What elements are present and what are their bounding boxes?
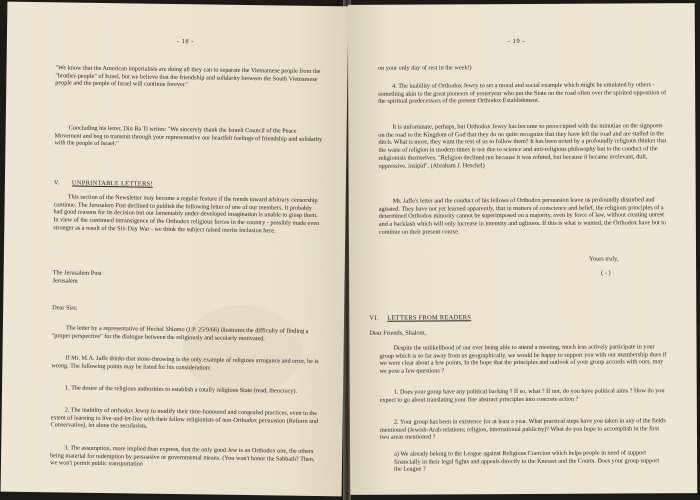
section-number: V. — [53, 179, 60, 187]
jaffe-paragraph: Mr. Jaffe's letter and the conduct of his fellows of Orthodox persuasion leave us profoundly disturbed and agitated. They have not yet learned apparently, that in matters of conscience and belief, the religious principles of a determined Orthodox minority cannot be superimposed on a majority, even by force of law, without creating unrest and a backlash which will only increase in intensity and ugliness. If this is what is wanted, the Orthodox have but to continue on their present course. — [378, 196, 667, 236]
section-heading — [369, 314, 471, 322]
addressee-line1: The Jerusalem Post — [52, 269, 102, 277]
point-2: 2. The inability of orthodox Jewry to modify their time-honoured and congealed practices, even to the extent of learning to live-and-let-live with their fellow religionists of non-Orthodox persuasion (Reform and Conservative), let alone the secularists. — [50, 406, 319, 431]
section-title: UNPRINTABLE LETTERS! — [71, 179, 153, 188]
right-page — [348, 3, 698, 495]
section-title: LETTERS FROM READERS — [387, 314, 472, 322]
point-1: 1. The desire of the religious authorities to establish a totally religious State (read, theocracy). — [64, 384, 298, 395]
question-2: 2. Your group has been in existence for at least a year. What practical steps have you taken in any of the fields mentioned (Jewish-Arab relations; religion, international publicity)? What do you hope to accomplish in the first two areas mentioned ? — [379, 417, 666, 442]
closing: Yours truly, — [589, 255, 619, 263]
paper-stain — [182, 304, 303, 396]
salutation: Dear Friends, Shalom, — [369, 329, 427, 337]
addressee-line2: Jerusalem — [52, 277, 78, 285]
section-paragraph: This section of the Newsletter may become a regular feature if the trends toward arbitrary censorship continue. The Jerusalem Post declined to publish the following letter of one of our members. It probably had good reasons for its decision but our lamentably under-developed imagination is unable to grasp them. In view of the continued intransigence of the Orthodox religious forces in the country - possibly made even stronger as a result of the Six-Day War - we think the subject raised merits inclusion here. — [53, 193, 320, 235]
page-number: - 18 - — [176, 38, 195, 46]
point-3: 3. The assumption, more implied than express, that the only good Jew is an Orthodox one, the others being material for redemption by persuasive or governmental means. (You won't honor the Sabbath? Then, we won't permit public transportation — [49, 444, 315, 468]
signature: ( - ) — [601, 269, 611, 277]
left-page — [1, 2, 349, 497]
readers-paragraph: Despite the unlikelihood of our ever being able to attend a meeting, much less actively participate in your group which is so far away from us geographically, we would be happy to support you with our membership dues if we were clear about a few points. In the hope that the principles and outlook of your group accords with ours, may we pose a few questions ? — [379, 343, 667, 375]
letter-paragraph-2: If Mr. M.A. Jaffe thinks that stone-throwing is the only example of religious arrogance and error, he is wrong. The following points may be listed for his consideration: — [51, 354, 319, 372]
section-heading — [54, 179, 153, 187]
salutation: Dear Sirs: — [52, 304, 78, 312]
section-number: VI. — [369, 314, 379, 322]
page-number: - 19 - — [507, 37, 526, 46]
unfortunate-paragraph: It is unfortunate, perhaps, but Orthodox Jewry has become so preoccupied with the minutiae on the signposts on the road to the Kingdom of God that they do no quite recognize that they have left the road and are stalled in the ditch. What is more, they want the rest of us to follow them? It has been noted by a profoundly religious thinker that the wane of religion in modern times is not due to science and anti-religious philosophy but to the conduct of the religionists themselves. "Religion declined not because it was refuted, but because it became irrelevant, dull, oppressive, insipid". (Abraham J. Heschel) — [378, 122, 667, 170]
concluding-paragraph: Concluding his letter, Din Ba Ti writes: "We sincerely thank the Israeli Council of the Peace Movement and beg to transmit through your representative our heartfelt feelings of friendship and solidarity with the people of Israel." — [54, 124, 323, 148]
continuation-line: on your only day of rest in the week!) — [378, 64, 472, 72]
point-4: 4. The inability of Orthodox Jewry to set a moral and social example which might be emulated by others - something akin to the great pioneers of yesteryear who put the State on the road often over the spirited opposition of the spiritual predecessors of the present Orthodox Establishment. — [378, 81, 667, 106]
letter-paragraph-1: The letter by a representative of Hechal Shlomo (J.P. 25/9/66) illustrates the difficulty of finding a "proper perspective" for the dialogue between the religiously and secularly motivated. — [51, 324, 309, 342]
answer-a: a) We already belong to the League against Religious Coercion which helps people in need of support financially in their legal fights and appeals directly to the Knesset and the Courts. Does your group support the League ? — [394, 449, 660, 474]
question-1: 1. Does your group have any political backing ? If so, what ? If not, do you have political aims ? How do you expect to go about translating your fine abstract principles into concrete action ? — [379, 387, 665, 404]
quote-paragraph: "We know that the American imperialists are doing all they can to separate the Vietnamese people from the "brother-people" of Israel, but we believe that the friendship and solidarity between the South Vietnamese people and the people of Israel will continue forever." — [55, 64, 321, 89]
